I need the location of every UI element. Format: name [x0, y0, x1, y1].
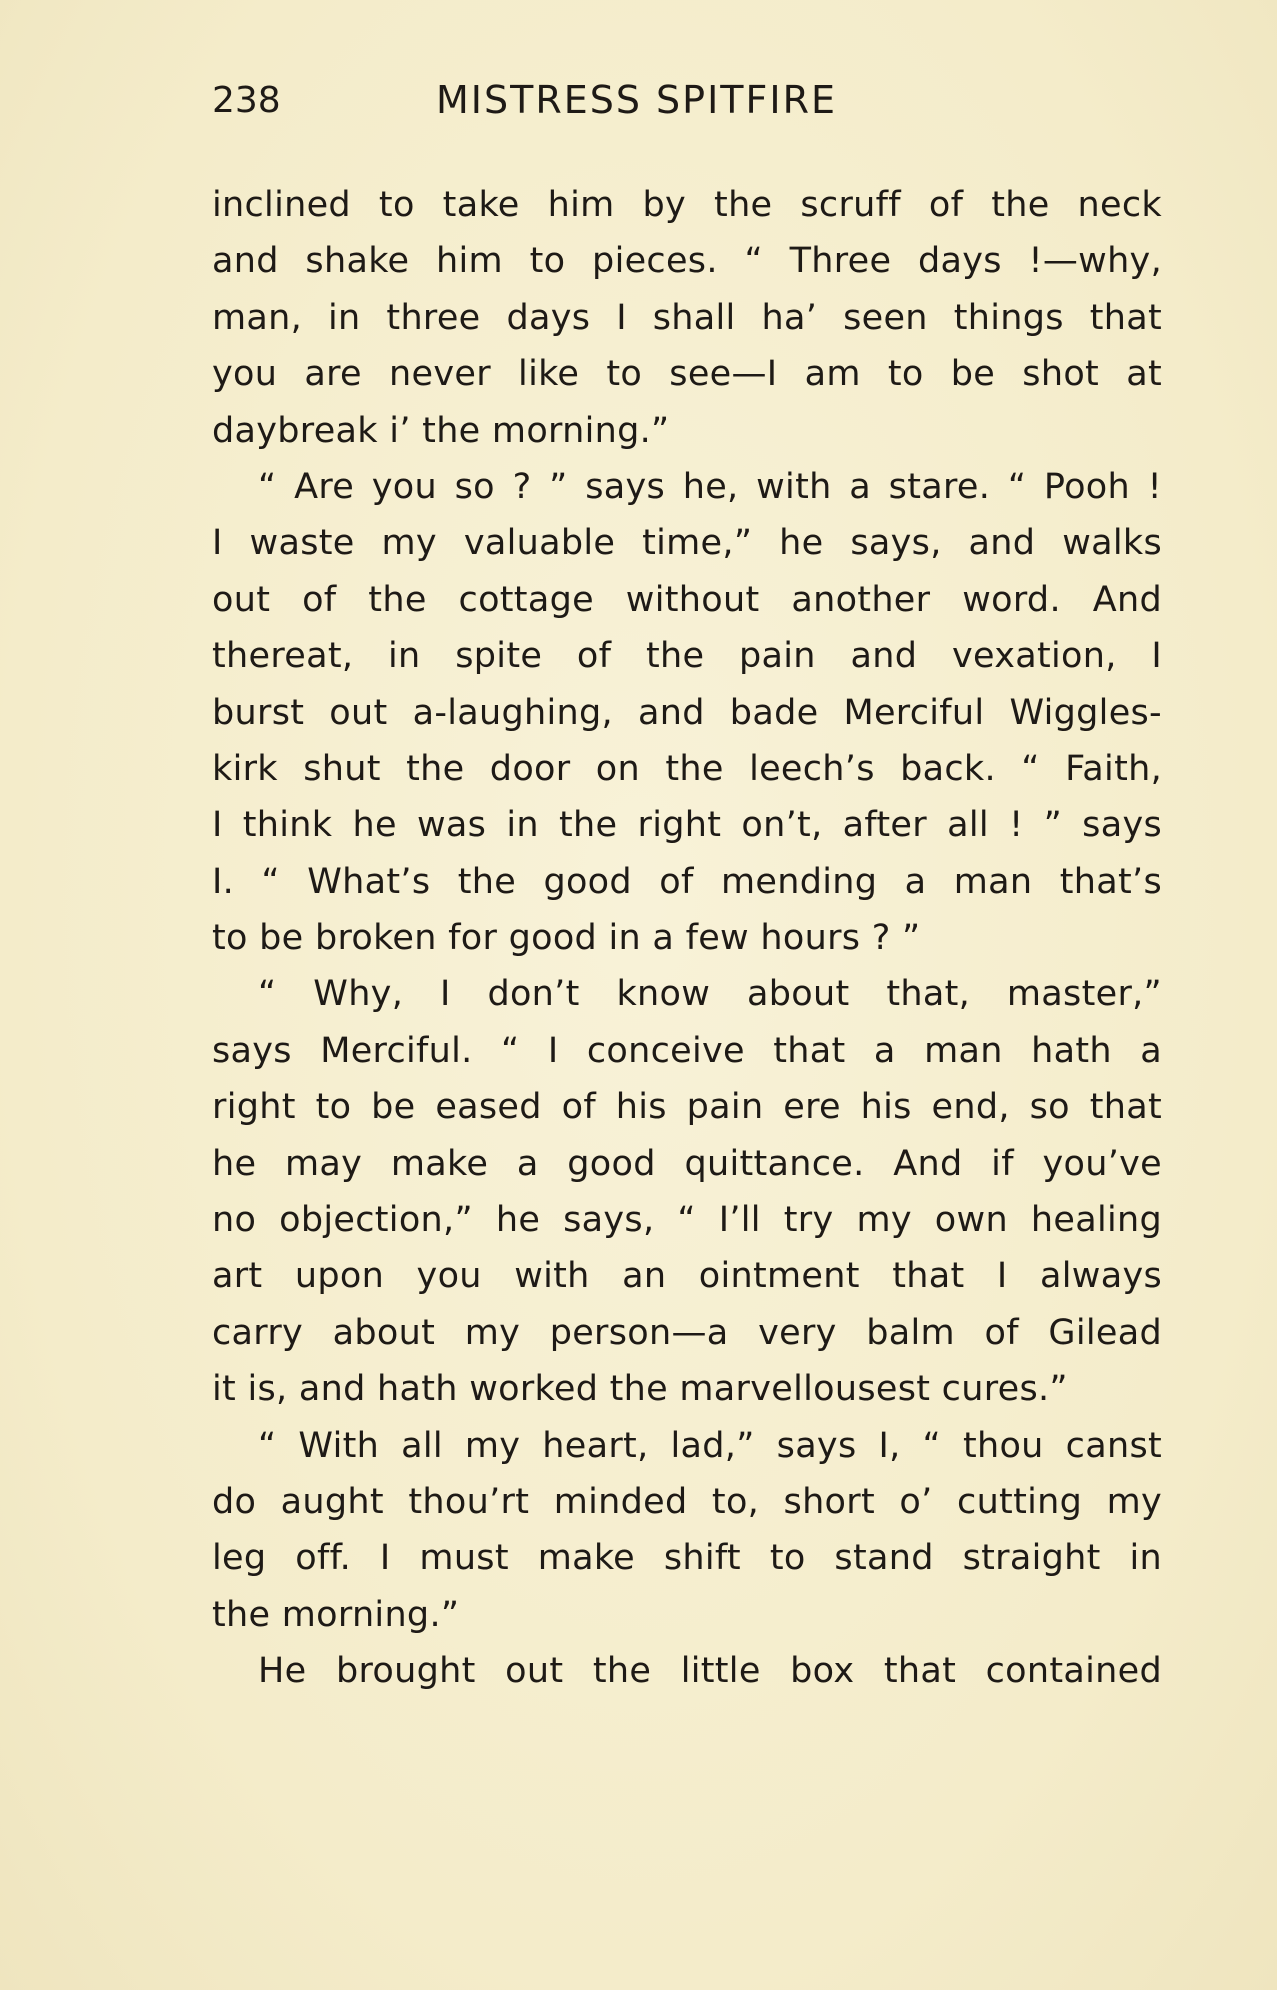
text-line: “ With all my heart, lad,” says I, “ thou canst	[258, 1425, 1162, 1466]
text-line: kirk shut the door on the leech’s back. “ Faith,	[212, 748, 1162, 789]
text-line: man, in three days I shall ha’ seen things that	[212, 297, 1162, 338]
text-line: you are never like to see—I am to be shot at	[212, 354, 1162, 395]
text-line: and shake him to pieces. “ Three days !—why,	[212, 241, 1162, 282]
text-line: I waste my valuable time,” he says, and walks	[212, 523, 1162, 564]
text-line: daybreak i’ the morning.”	[212, 410, 670, 451]
page-number: 238	[212, 80, 281, 121]
text-line: he may make a good quittance. And if you’ve	[212, 1143, 1162, 1184]
text-line: no objection,” he says, “ I’ll try my own healing	[212, 1200, 1162, 1241]
text-line: I think he was in the right on’t, after all ! ” says	[212, 805, 1162, 846]
text-line: out of the cottage without another word. And	[212, 579, 1162, 620]
text-line: leg off. I must make shift to stand straight in	[212, 1538, 1162, 1579]
text-line: do aught thou’rt minded to, short o’ cutting my	[212, 1481, 1162, 1522]
text-line: art upon you with an ointment that I always	[212, 1256, 1162, 1297]
text-line: the morning.”	[212, 1594, 460, 1635]
text-line: says Merciful. “ I conceive that a man hath a	[212, 1030, 1162, 1071]
text-line: to be broken for good in a few hours ? ”	[212, 918, 921, 959]
running-title: MISTRESS SPITFIRE	[436, 78, 837, 122]
body-text	[212, 177, 1162, 1700]
text-line: burst out a-laughing, and bade Merciful Wiggles-	[212, 692, 1162, 733]
text-line: “ Are you so ? ” says he, with a stare. “ Pooh !	[258, 466, 1162, 507]
text-line: thereat, in spite of the pain and vexation, I	[212, 636, 1162, 677]
text-line: inclined to take him by the scruff of the neck	[212, 185, 1162, 225]
text-line: “ Why, I don’t know about that, master,”	[258, 974, 1162, 1015]
text-line: He brought out the little box that contained	[258, 1651, 1162, 1692]
running-head	[212, 72, 1162, 132]
text-line: it is, and hath worked the marvellousest cures.”	[212, 1369, 1068, 1410]
text-line: carry about my person—a very balm of Gilead	[212, 1312, 1162, 1353]
text-line: I. “ What’s the good of mending a man that’s	[212, 861, 1162, 902]
text-line: right to be eased of his pain ere his end, so that	[212, 1087, 1162, 1128]
